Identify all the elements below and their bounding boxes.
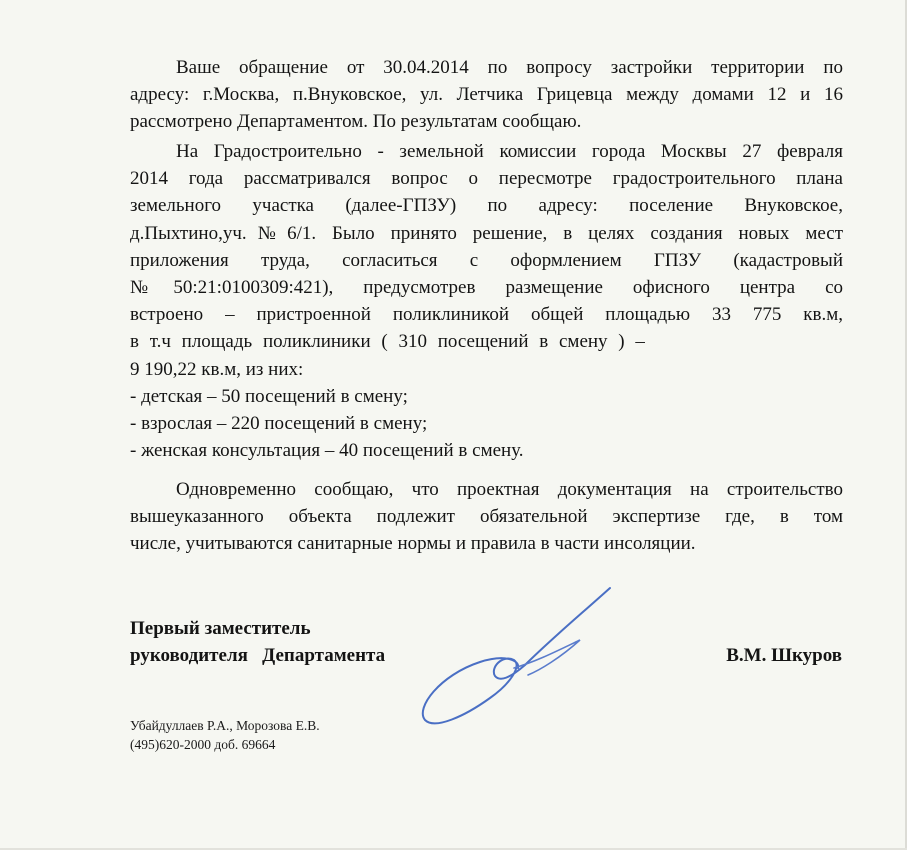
position-line: руководителя Департамента xyxy=(130,645,386,666)
text-line: в т.ч площадь поликлиники ( 310 посещений в смену ) – xyxy=(130,331,645,353)
position-line: Первый заместитель xyxy=(130,618,311,639)
text-line: №50:21:0100309:421), предусмотрев размещение офисного центра со xyxy=(130,277,843,299)
paragraph-expertise xyxy=(130,476,843,558)
text-line: вышеуказанного объекта подлежит обязательной экспертизе где, в том xyxy=(130,506,843,528)
text-line: земельного участка (далее-ГПЗУ) по адресу: поселение Внуковское, xyxy=(130,195,843,217)
list-item: - детская – 50 посещений в смену; xyxy=(130,385,408,407)
text-line: приложения труда, согласиться с оформлением ГПЗУ (кадастровый xyxy=(130,249,843,271)
signatory-position xyxy=(130,615,385,669)
text-line: д.Пыхтино,уч.№6/1. Было принято решение, в целях создания новых мест xyxy=(130,222,843,244)
text-line: Ваше обращение от 30.04.2014 по вопросу застройки территории по xyxy=(176,57,843,78)
text-line: рассмотрено Департаментом. По результатам сообщаю. xyxy=(130,111,582,133)
text-line: Одновременно сообщаю, что проектная документация на строительство xyxy=(176,479,843,500)
executors-info xyxy=(130,716,320,754)
list-item: - женская консультация – 40 посещений в смену. xyxy=(130,440,524,462)
text-line: адресу: г.Москва, п.Внуковское, ул. Летчика Грицевца между домами 12 и 16 xyxy=(130,84,843,106)
handwritten-signature-icon xyxy=(410,580,625,750)
signatory-name: В.М. Шкуров xyxy=(726,645,842,666)
executors-phone: (495)620-2000 доб. 69664 xyxy=(130,737,276,752)
paragraph-decision xyxy=(130,138,843,464)
text-line: На Градостроительно - земельной комиссии города Москвы 27 февраля xyxy=(176,141,843,162)
text-line: встроено – пристроенной поликлиникой общей площадью 33 775 кв.м, xyxy=(130,304,843,326)
text-line: 9 190,22 кв.м, из них: xyxy=(130,358,304,380)
paragraph-request xyxy=(130,54,843,136)
list-item: - взрослая – 220 посещений в смену; xyxy=(130,413,428,435)
text-line: 2014 года рассматривался вопрос о пересмотре градостроительного плана xyxy=(130,168,843,190)
text-line: числе, учитываются санитарные нормы и правила в части инсоляции. xyxy=(130,533,696,555)
executors-names: Убайдуллаев Р.А., Морозова Е.В. xyxy=(130,718,320,733)
